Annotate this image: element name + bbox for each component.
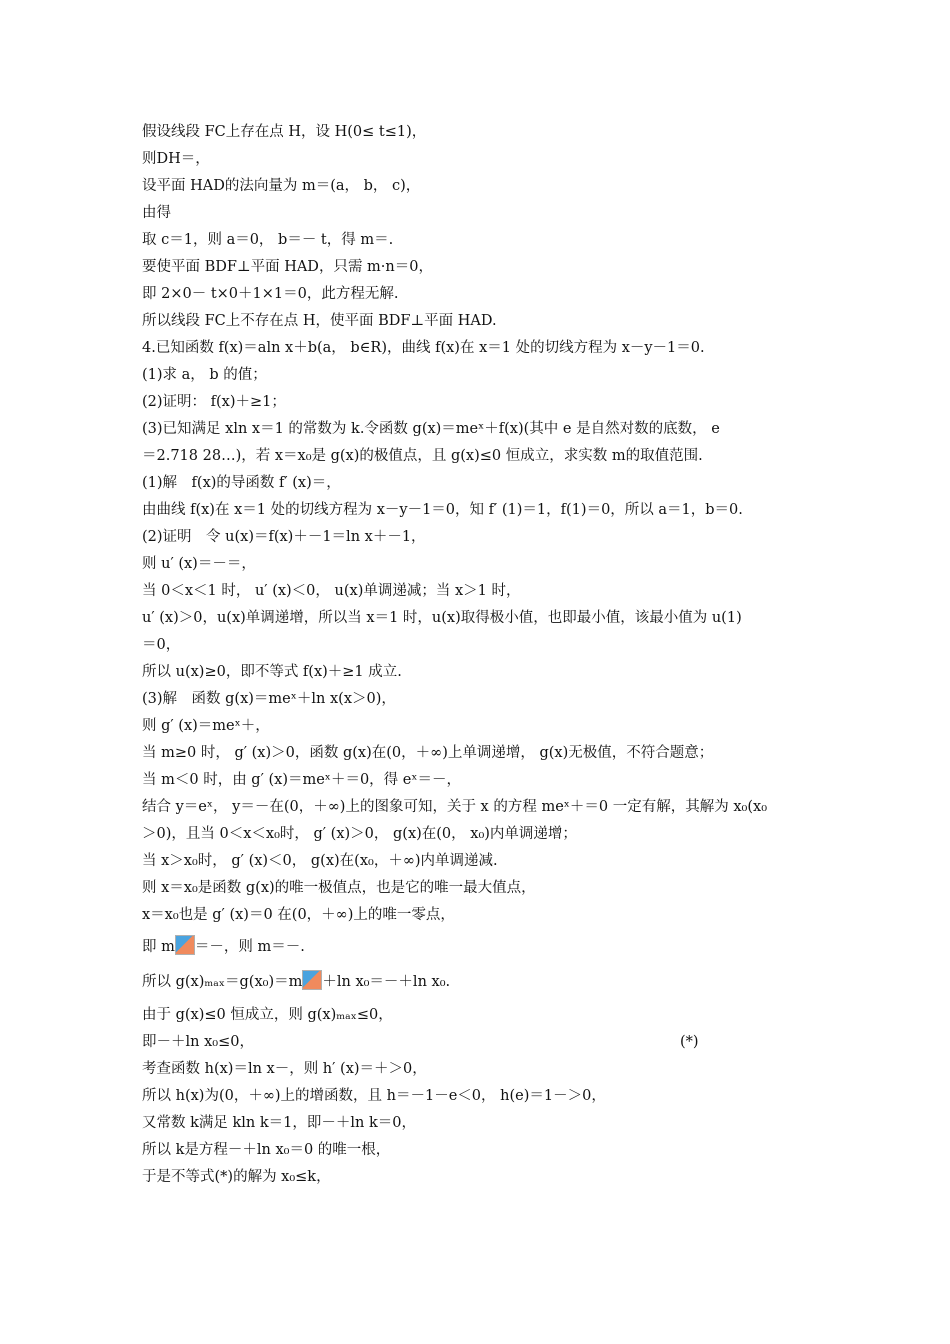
text-line: 由曲线 f(x)在 x＝1 处的切线方程为 x－y－1＝0，知 f′ (1)＝1，f(1)＝0，所以 a＝1，b＝0. — [142, 502, 743, 518]
text-line: 结合 y＝eˣ， y＝－在(0，＋∞)上的图象可知，关于 x 的方程 meˣ＋＝0 一定有解，其解为 x₀(x₀ — [142, 799, 768, 815]
text-line: 当 m≥0 时， g′ (x)＞0，函数 g(x)在(0，＋∞)上单调递增， g(x)无极值，不符合题意； — [142, 745, 714, 761]
text-line: 当 x＞x₀时， g′ (x)＜0， g(x)在(x₀，＋∞)内单调递减. — [142, 853, 498, 869]
text-line: 当 m＜0 时，由 g′ (x)＝meˣ＋＝0，得 eˣ＝－， — [142, 772, 462, 788]
text-line: 则 x＝x₀是函数 g(x)的唯一极值点，也是它的唯一最大值点， — [142, 880, 536, 896]
text-line: 由得 — [142, 205, 171, 221]
text-line: ＝0， — [142, 637, 181, 653]
text-line: (2)证明 令 u(x)＝f(x)＋－1＝ln x＋－1， — [142, 529, 426, 545]
text-line: ＞0)，且当 0＜x＜x₀时， g′ (x)＞0， g(x)在(0， x₀)内单调递增； — [142, 826, 577, 842]
text-line: (2)证明： f(x)＋≥1； — [142, 394, 286, 410]
text-fragment: ＋ln x₀＝－＋ln x₀. — [322, 974, 451, 990]
text-fragment: ＝－，则 m＝－. — [194, 939, 305, 955]
problem-statement: 4.已知函数 f(x)＝aln x＋b(a， b∈R)，曲线 f(x)在 x＝1 处的切线方程为 x－y－1＝0. — [142, 340, 705, 356]
equation-marker: (*) — [680, 1034, 699, 1050]
text-line: 取 c＝1，则 a＝0， b＝－ t，得 m＝. — [142, 232, 394, 248]
text-line: 又常数 k满足 kln k＝1，即－＋ln k＝0， — [142, 1115, 416, 1131]
equation-line — [142, 970, 450, 992]
broken-image-icon — [175, 935, 195, 955]
equation-line — [142, 935, 305, 957]
text-line: 由于 g(x)≤0 恒成立，则 g(x)ₘₐₓ≤0， — [142, 1007, 393, 1023]
text-line: u′ (x)＞0，u(x)单调递增，所以当 x＝1 时，u(x)取得极小值，也即最小值，该最小值为 u(1) — [142, 610, 742, 626]
text-line: 要使平面 BDF⊥平面 HAD，只需 m·n＝0， — [142, 259, 433, 275]
text-line: 则DH＝， — [142, 151, 210, 167]
text-line: x＝x₀也是 g′ (x)＝0 在(0，＋∞)上的唯一零点， — [142, 907, 455, 923]
text-line: 则 g′ (x)＝meˣ＋， — [142, 718, 270, 734]
broken-image-icon — [302, 970, 322, 990]
text-line: (1)解 f(x)的导函数 f′ (x)＝， — [142, 475, 341, 491]
text-line: 则 u′ (x)＝－＝， — [142, 556, 256, 572]
text-line: 所以 k是方程－＋ln x₀＝0 的唯一根， — [142, 1142, 391, 1158]
text-line: 所以线段 FC上不存在点 H，使平面 BDF⊥平面 HAD. — [142, 313, 497, 329]
text-line: 所以 u(x)≥0，即不等式 f(x)＋≥1 成立. — [142, 664, 402, 680]
text-fragment: 即 m — [142, 939, 175, 955]
text-line: 所以 h(x)为(0，＋∞)上的增函数，且 h＝－1－e＜0， h(e)＝1－＞0， — [142, 1088, 606, 1104]
text-line: 设平面 HAD的法向量为 m＝(a， b， c)， — [142, 178, 421, 194]
text-line: 考查函数 h(x)＝ln x－，则 h′ (x)＝＋＞0， — [142, 1061, 427, 1077]
text-line: (3)解 函数 g(x)＝meˣ＋ln x(x＞0)， — [142, 691, 396, 707]
text-line: 假设线段 FC上存在点 H，设 H(0≤ t≤1)， — [142, 124, 427, 140]
text-line: 即－＋ln x₀≤0， — [142, 1034, 254, 1050]
text-line: 即 2×0－ t×0＋1×1＝0，此方程无解. — [142, 286, 399, 302]
text-line: (1)求 a， b 的值； — [142, 367, 267, 383]
text-line: 当 0＜x＜1 时， u′ (x)＜0， u(x)单调递减；当 x＞1 时， — [142, 583, 521, 599]
text-fragment: 所以 g(x)ₘₐₓ＝g(x₀)＝m — [142, 974, 303, 990]
text-line: (3)已知满足 xln x＝1 的常数为 k.令函数 g(x)＝meˣ＋f(x)(其中 e 是自然对数的底数， e — [142, 421, 720, 437]
text-line: 于是不等式(*)的解为 x₀≤k， — [142, 1169, 331, 1185]
text-line: ＝2.718 28…)，若 x＝x₀是 g(x)的极值点，且 g(x)≤0 恒成立，求实数 m的取值范围. — [142, 448, 703, 464]
